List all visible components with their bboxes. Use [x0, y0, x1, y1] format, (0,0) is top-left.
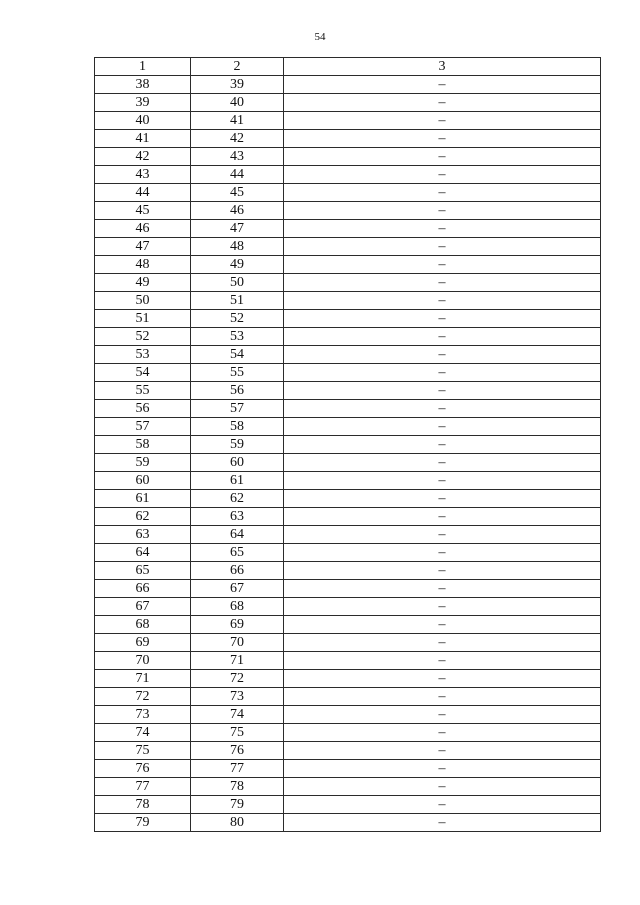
table-cell-col-3: – [284, 760, 601, 778]
table-cell-col-1: 62 [95, 508, 191, 526]
table-cell-col-2: 47 [191, 220, 284, 238]
table-cell-col-3: – [284, 400, 601, 418]
table-row [95, 742, 601, 760]
table-row [95, 274, 601, 292]
table-row [95, 472, 601, 490]
table-cell-col-1: 44 [95, 184, 191, 202]
table-cell-col-2: 68 [191, 598, 284, 616]
table-cell-col-3: – [284, 562, 601, 580]
table-cell-col-2: 66 [191, 562, 284, 580]
table-cell-col-1: 38 [95, 76, 191, 94]
table-row [95, 544, 601, 562]
table-cell-col-2: 50 [191, 274, 284, 292]
table-cell-col-3: – [284, 454, 601, 472]
table-cell-col-3: – [284, 472, 601, 490]
column-header-3: 3 [284, 58, 601, 76]
table-cell-col-2: 48 [191, 238, 284, 256]
table-row [95, 688, 601, 706]
table-row [95, 364, 601, 382]
table-cell-col-3: – [284, 814, 601, 832]
table-cell-col-1: 75 [95, 742, 191, 760]
table-row [95, 346, 601, 364]
table-row [95, 436, 601, 454]
table-row [95, 112, 601, 130]
table-cell-col-2: 67 [191, 580, 284, 598]
table-cell-col-3: – [284, 490, 601, 508]
table-cell-col-3: – [284, 778, 601, 796]
table-cell-col-1: 67 [95, 598, 191, 616]
table-cell-col-3: – [284, 598, 601, 616]
table-cell-col-2: 54 [191, 346, 284, 364]
table-row [95, 454, 601, 472]
table-cell-col-2: 61 [191, 472, 284, 490]
table-cell-col-1: 47 [95, 238, 191, 256]
table-row [95, 292, 601, 310]
table-row [95, 526, 601, 544]
table-cell-col-1: 70 [95, 652, 191, 670]
table-cell-col-2: 71 [191, 652, 284, 670]
table-row [95, 706, 601, 724]
table-row [95, 598, 601, 616]
table-cell-col-2: 49 [191, 256, 284, 274]
table-cell-col-2: 74 [191, 706, 284, 724]
table-cell-col-3: – [284, 742, 601, 760]
table-row [95, 580, 601, 598]
table-cell-col-1: 42 [95, 148, 191, 166]
table-row [95, 562, 601, 580]
table-row [95, 310, 601, 328]
table-cell-col-2: 80 [191, 814, 284, 832]
table-cell-col-3: – [284, 670, 601, 688]
table-cell-col-2: 75 [191, 724, 284, 742]
table-row [95, 94, 601, 112]
table-cell-col-2: 65 [191, 544, 284, 562]
table-cell-col-2: 69 [191, 616, 284, 634]
table-row [95, 724, 601, 742]
table-cell-col-1: 74 [95, 724, 191, 742]
table-cell-col-2: 52 [191, 310, 284, 328]
table-row [95, 148, 601, 166]
column-header-2: 2 [191, 58, 284, 76]
table-cell-col-2: 41 [191, 112, 284, 130]
table-cell-col-2: 39 [191, 76, 284, 94]
table-cell-col-1: 50 [95, 292, 191, 310]
table-cell-col-3: – [284, 76, 601, 94]
table-cell-col-1: 63 [95, 526, 191, 544]
table-cell-col-1: 52 [95, 328, 191, 346]
table-cell-col-3: – [284, 418, 601, 436]
table-cell-col-3: – [284, 256, 601, 274]
table-cell-col-2: 63 [191, 508, 284, 526]
table-cell-col-1: 71 [95, 670, 191, 688]
table-cell-col-1: 39 [95, 94, 191, 112]
page-number: 54 [314, 31, 326, 43]
table-row [95, 670, 601, 688]
table-cell-col-3: – [284, 508, 601, 526]
table-cell-col-2: 59 [191, 436, 284, 454]
table-cell-col-3: – [284, 166, 601, 184]
table-cell-col-1: 72 [95, 688, 191, 706]
table-cell-col-1: 65 [95, 562, 191, 580]
table-row [95, 418, 601, 436]
table-cell-col-3: – [284, 364, 601, 382]
table-cell-col-2: 44 [191, 166, 284, 184]
table-cell-col-3: – [284, 274, 601, 292]
table-cell-col-1: 57 [95, 418, 191, 436]
table-cell-col-2: 64 [191, 526, 284, 544]
table-cell-col-2: 60 [191, 454, 284, 472]
table-cell-col-1: 68 [95, 616, 191, 634]
table-cell-col-1: 56 [95, 400, 191, 418]
table-cell-col-2: 58 [191, 418, 284, 436]
table-cell-col-3: – [284, 796, 601, 814]
table-cell-col-2: 40 [191, 94, 284, 112]
table-cell-col-3: – [284, 112, 601, 130]
table-cell-col-3: – [284, 328, 601, 346]
table-cell-col-3: – [284, 184, 601, 202]
table-row [95, 400, 601, 418]
table-body [95, 76, 601, 832]
table-cell-col-3: – [284, 202, 601, 220]
table-row [95, 238, 601, 256]
column-header-1: 1 [95, 58, 191, 76]
table-cell-col-2: 70 [191, 634, 284, 652]
table-cell-col-1: 58 [95, 436, 191, 454]
table-row [95, 130, 601, 148]
table-cell-col-2: 62 [191, 490, 284, 508]
table-cell-col-1: 64 [95, 544, 191, 562]
table-cell-col-1: 79 [95, 814, 191, 832]
table-cell-col-3: – [284, 616, 601, 634]
table-cell-col-2: 55 [191, 364, 284, 382]
table-cell-col-1: 59 [95, 454, 191, 472]
table-cell-col-3: – [284, 130, 601, 148]
table-cell-col-3: – [284, 220, 601, 238]
table-cell-col-1: 41 [95, 130, 191, 148]
table-row [95, 814, 601, 832]
table-cell-col-1: 60 [95, 472, 191, 490]
table-cell-col-3: – [284, 688, 601, 706]
table-cell-col-3: – [284, 580, 601, 598]
table-cell-col-3: – [284, 652, 601, 670]
table-row [95, 382, 601, 400]
table-cell-col-2: 72 [191, 670, 284, 688]
table-cell-col-3: – [284, 292, 601, 310]
table-cell-col-1: 40 [95, 112, 191, 130]
table-cell-col-1: 55 [95, 382, 191, 400]
table-header-row [95, 58, 601, 76]
table-row [95, 202, 601, 220]
table-cell-col-3: – [284, 238, 601, 256]
table-cell-col-3: – [284, 724, 601, 742]
table-cell-col-3: – [284, 526, 601, 544]
table-row [95, 166, 601, 184]
table-cell-col-1: 76 [95, 760, 191, 778]
table-row [95, 634, 601, 652]
table-row [95, 220, 601, 238]
table-cell-col-3: – [284, 544, 601, 562]
table-cell-col-3: – [284, 436, 601, 454]
table-cell-col-3: – [284, 382, 601, 400]
table-cell-col-3: – [284, 148, 601, 166]
table-row [95, 490, 601, 508]
table-cell-col-3: – [284, 346, 601, 364]
table-cell-col-1: 48 [95, 256, 191, 274]
table-cell-col-1: 43 [95, 166, 191, 184]
table-cell-col-2: 78 [191, 778, 284, 796]
table-cell-col-1: 77 [95, 778, 191, 796]
table-cell-col-1: 49 [95, 274, 191, 292]
table-cell-col-2: 51 [191, 292, 284, 310]
table-cell-col-3: – [284, 706, 601, 724]
table-cell-col-2: 76 [191, 742, 284, 760]
table-cell-col-1: 51 [95, 310, 191, 328]
table-cell-col-2: 43 [191, 148, 284, 166]
table-row [95, 76, 601, 94]
table-cell-col-1: 53 [95, 346, 191, 364]
table-cell-col-3: – [284, 310, 601, 328]
table-row [95, 616, 601, 634]
table-cell-col-2: 42 [191, 130, 284, 148]
table-cell-col-1: 61 [95, 490, 191, 508]
table-cell-col-2: 79 [191, 796, 284, 814]
table-cell-col-2: 45 [191, 184, 284, 202]
table-cell-col-1: 73 [95, 706, 191, 724]
data-table [94, 57, 601, 832]
table-row [95, 328, 601, 346]
table-cell-col-3: – [284, 94, 601, 112]
table-cell-col-1: 69 [95, 634, 191, 652]
table-row [95, 652, 601, 670]
table-row [95, 508, 601, 526]
table-cell-col-2: 77 [191, 760, 284, 778]
table-cell-col-2: 46 [191, 202, 284, 220]
table-cell-col-2: 57 [191, 400, 284, 418]
table-cell-col-3: – [284, 634, 601, 652]
table-cell-col-1: 78 [95, 796, 191, 814]
table-cell-col-1: 66 [95, 580, 191, 598]
table-cell-col-1: 46 [95, 220, 191, 238]
table-row [95, 256, 601, 274]
table-cell-col-1: 45 [95, 202, 191, 220]
table-row [95, 778, 601, 796]
table-row [95, 184, 601, 202]
table-row [95, 760, 601, 778]
table-cell-col-2: 56 [191, 382, 284, 400]
table-cell-col-2: 73 [191, 688, 284, 706]
table-cell-col-2: 53 [191, 328, 284, 346]
table-row [95, 796, 601, 814]
table-cell-col-1: 54 [95, 364, 191, 382]
